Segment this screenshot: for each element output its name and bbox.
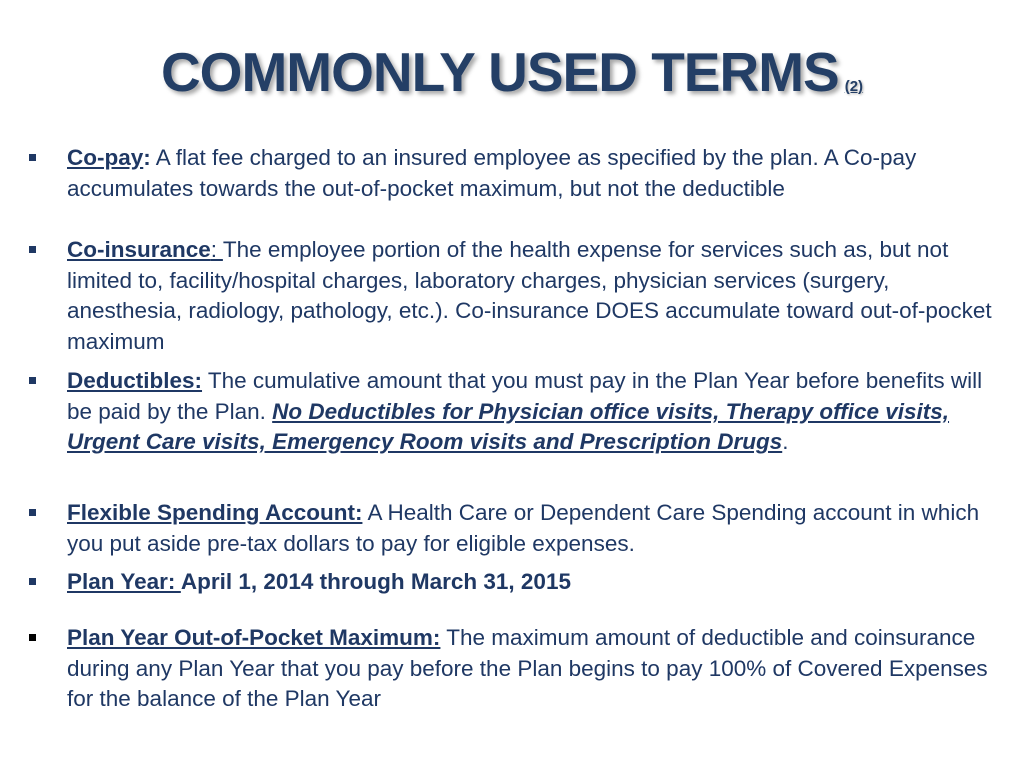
term-end: . [782,429,789,454]
term-description: A flat fee charged to an insured employee as specified by the plan. A Co-pay accumulates towards the out-of-pocket maximum, but not the deductible [67,145,917,201]
bullet-icon [29,154,36,161]
bullet-icon [29,509,36,516]
bullet-icon [29,578,36,585]
term-deductibles [67,366,992,458]
term-description: The employee portion of the health expense for services such as, but not limited to, facility/hospital charges, laboratory charges, physician services (surgery, anesthesia, radiology, pathology, etc.). Co-insurance DOES accumulate toward out-of-pocket maximum [67,237,992,354]
term-colon: : [143,145,151,170]
term-label: Co-pay [67,145,144,170]
term-description: The cumulative amount that you must pay in the Plan Year before benefits will be paid by the Plan. [67,368,983,424]
term-label: Deductibles: [67,368,203,393]
page-number-suffix: (2) [844,78,864,95]
term-copay [67,143,992,204]
term-colon: : [210,237,223,262]
page-title [0,40,1024,104]
term-label: Flexible Spending Account: [67,500,363,525]
term-coinsurance [67,235,992,357]
term-description: The maximum amount of deductible and coinsurance during any Plan Year that you pay before the Plan begins to pay 100% of Covered Expenses for the balance of the Plan Year [67,625,988,711]
term-label: Plan Year Out-of-Pocket Maximum: [67,625,441,650]
title-text: COMMONLY USED TERMS [160,41,839,103]
bullet-icon [29,246,36,253]
term-out-of-pocket-max [67,623,992,715]
bullet-icon [29,634,36,641]
term-emphasis: No Deductibles for Physician office visits, Therapy office visits, Urgent Care visits, Emergency Room visits and Prescription Drugs [67,398,950,454]
term-description: A Health Care or Dependent Care Spending account in which you put aside pre-tax dollars to pay for eligible expenses. [67,500,980,556]
term-label: Plan Year: [67,569,181,594]
term-fsa [67,498,992,559]
bullet-icon [29,377,36,384]
term-description: April 1, 2014 through March 31, 2015 [180,569,571,594]
term-label: Co-insurance [67,237,211,262]
term-plan-year [67,567,992,598]
